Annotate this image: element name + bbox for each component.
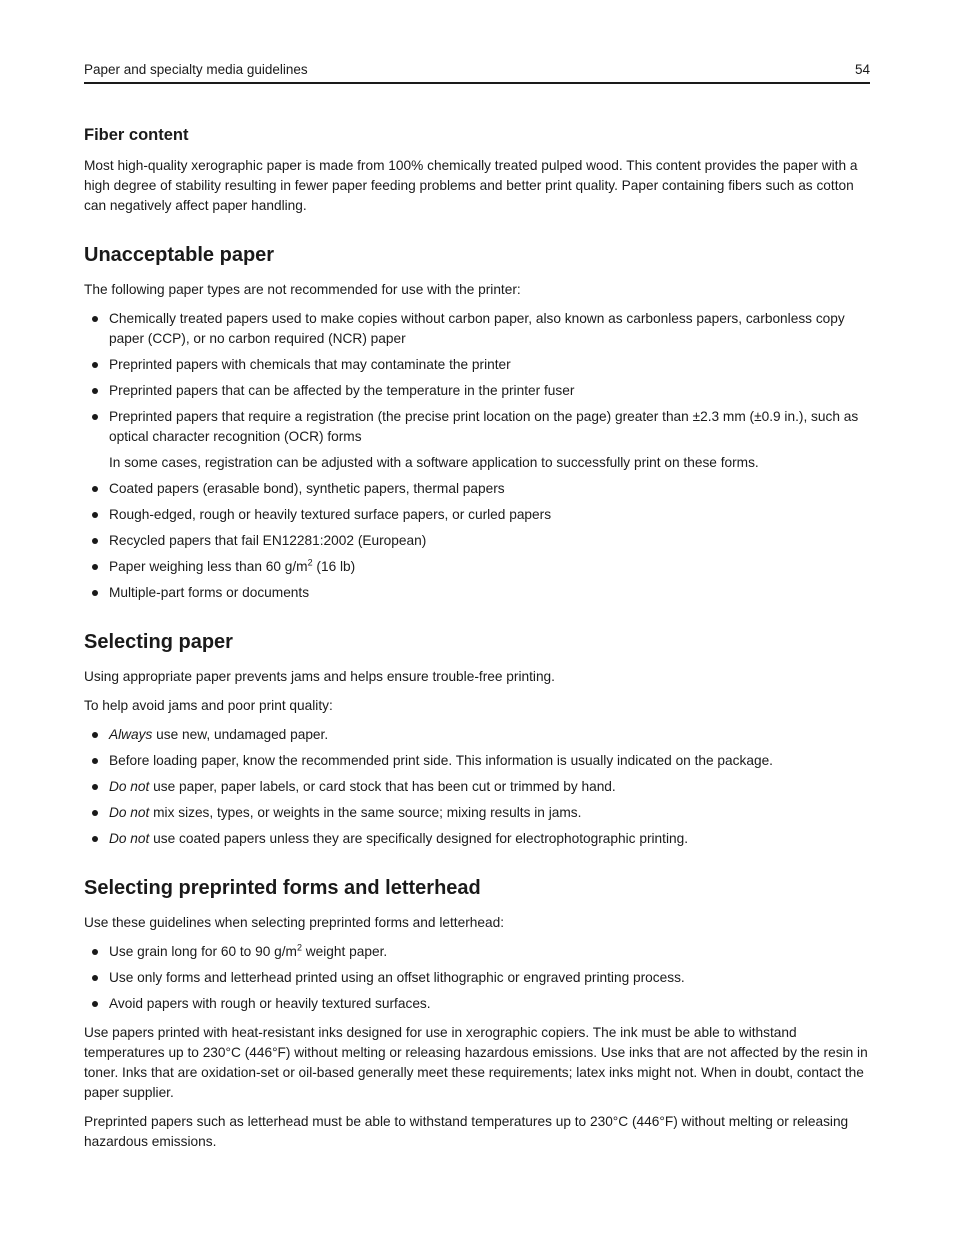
selecting-paper-section xyxy=(84,629,870,849)
heat-resistant-inks-paragraph: Use papers printed with heat-resistant inks designed for use in xerographic copiers. The ink must be able to withstand temperatures up to 230°C (446°F) without melting or releasing hazardous emissions. Use inks that are not affected by the resin in toner. Inks that are oxidation-set or oil-based generally meet these requirements; latex inks might not. When in doubt, contact the paper supplier. xyxy=(84,1025,868,1100)
bullet-icon xyxy=(92,975,98,981)
list-item: Chemically treated papers used to make copies without carbon paper, also known as carbonless papers, carbonless copy paper (CCP), or no carbon required (NCR) paper xyxy=(84,309,870,349)
bullet-icon xyxy=(92,836,98,842)
list-item: Paper weighing less than 60 $g/m^2$ (16 lb) xyxy=(84,557,870,577)
list-item: Preprinted papers that can be affected by the temperature in the printer fuser xyxy=(84,381,870,401)
unacceptable-paper-heading: Unacceptable paper xyxy=(84,244,275,266)
bullet-icon xyxy=(92,810,98,816)
list-item: Always use new, undamaged paper. xyxy=(84,725,870,745)
page-content xyxy=(84,124,870,1172)
registration-note: In some cases, registration can be adjusted with a software application to successfully print on these forms. xyxy=(109,455,759,470)
bullet-icon xyxy=(92,1001,98,1007)
list-item: Preprinted papers with chemicals that may contaminate the printer xyxy=(84,355,870,375)
bullet-icon xyxy=(92,564,98,570)
bullet-icon xyxy=(92,949,98,955)
fiber-content-section xyxy=(84,124,870,216)
selecting-list xyxy=(84,725,870,849)
selecting-intro-1: Using appropriate paper prevents jams and helps ensure trouble-free printing. xyxy=(84,669,555,684)
unacceptable-list xyxy=(84,309,870,447)
fiber-content-heading: Fiber content xyxy=(84,126,189,144)
header-title: Paper and specialty media guidelines xyxy=(84,62,308,77)
bullet-icon xyxy=(92,388,98,394)
unacceptable-intro: The following paper types are not recommended for use with the printer: xyxy=(84,282,521,297)
selecting-paper-heading: Selecting paper xyxy=(84,631,233,653)
bullet-icon xyxy=(92,512,98,518)
preprinted-list xyxy=(84,942,870,1014)
list-item: Coated papers (erasable bond), synthetic papers, thermal papers xyxy=(84,479,870,499)
preprinted-forms-heading: Selecting preprinted forms and letterhead xyxy=(84,877,481,899)
bullet-icon xyxy=(92,414,98,420)
bullet-icon xyxy=(92,316,98,322)
list-item: Do not use coated papers unless they are specifically designed for electrophotographic printing. xyxy=(84,829,870,849)
bullet-icon xyxy=(92,732,98,738)
list-item: Do not use paper, paper labels, or card stock that has been cut or trimmed by hand. xyxy=(84,777,870,797)
list-item: Use only forms and letterhead printed using an offset lithographic or engraved printing process. xyxy=(84,968,870,988)
bullet-icon xyxy=(92,538,98,544)
bullet-icon xyxy=(92,758,98,764)
running-header xyxy=(84,60,870,84)
preprinted-intro: Use these guidelines when selecting preprinted forms and letterhead: xyxy=(84,915,505,930)
list-item: Recycled papers that fail EN12281:2002 (European) xyxy=(84,531,870,551)
list-item: Avoid papers with rough or heavily textured surfaces. xyxy=(84,994,870,1014)
bullet-icon xyxy=(92,362,98,368)
selecting-intro-2: To help avoid jams and poor print quality: xyxy=(84,698,333,713)
list-item: Multiple-part forms or documents xyxy=(84,583,870,603)
bullet-icon xyxy=(92,784,98,790)
fiber-content-body: Most high-quality xerographic paper is made from 100% chemically treated pulped wood. This content provides the paper with a high degree of stability resulting in fewer paper feeding problems and better print quality. Paper containing fibers such as cotton can negatively affect paper handling. xyxy=(84,158,858,213)
letterhead-temperature-paragraph: Preprinted papers such as letterhead must be able to withstand temperatures up to 230°C (446°F) without melting or releasing hazardous emissions. xyxy=(84,1114,849,1149)
list-item: Rough-edged, rough or heavily textured surface papers, or curled papers xyxy=(84,505,870,525)
list-item: Use grain long for 60 to 90 $g/m^2$ weight paper. xyxy=(84,942,870,962)
preprinted-forms-section xyxy=(84,875,870,1152)
unacceptable-paper-section xyxy=(84,242,870,603)
page-number: 54 xyxy=(854,62,870,77)
bullet-icon xyxy=(92,590,98,596)
list-item: Preprinted papers that require a registration (the precise print location on the page) greater than ±2.3 mm (±0.9 in.), such as optical character recognition (OCR) forms xyxy=(84,407,870,447)
list-item: Do not mix sizes, types, or weights in the same source; mixing results in jams. xyxy=(84,803,870,823)
list-item: Before loading paper, know the recommended print side. This information is usually indicated on the package. xyxy=(84,751,870,771)
bullet-icon xyxy=(92,486,98,492)
unacceptable-list-continued xyxy=(84,479,870,603)
